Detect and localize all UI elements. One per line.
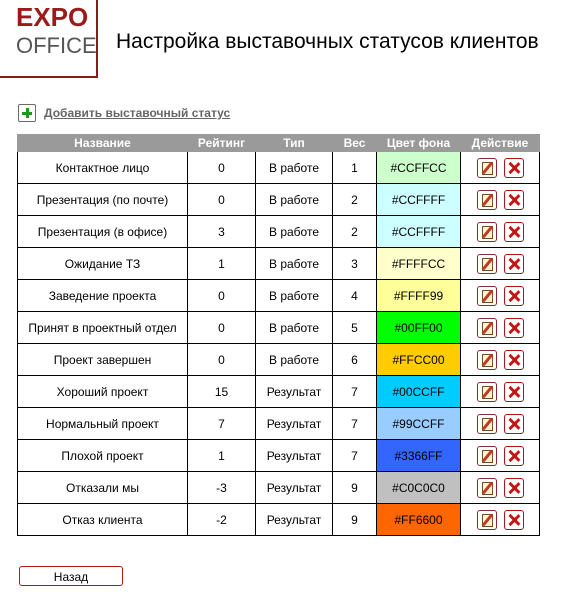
cell-type: Результат [256,376,333,408]
delete-icon[interactable] [504,414,524,434]
add-status-label: Добавить выставочный статус [44,106,231,120]
cell-actions [461,248,540,280]
edit-icon[interactable] [477,350,497,370]
cell-type: В работе [256,248,333,280]
add-status-link[interactable] [18,104,230,122]
cell-type: Результат [256,472,333,504]
cell-background-color: #3366FF [377,440,461,472]
cell-background-color: #C0C0C0 [377,472,461,504]
cell-weight: 9 [333,504,377,536]
cell-type: Результат [256,504,333,536]
cell-weight: 1 [333,152,377,184]
cell-background-color: #00CCFF [377,376,461,408]
logo-text-office: OFFICE [16,33,97,58]
edit-icon[interactable] [477,158,497,178]
cell-type: В работе [256,152,333,184]
cell-rating: 7 [188,408,256,440]
cell-name: Отказ клиента [18,504,188,536]
table-header-row [18,135,540,152]
cell-rating: 15 [188,376,256,408]
status-table [17,134,540,536]
cell-weight: 7 [333,376,377,408]
table-row [18,440,540,472]
delete-icon[interactable] [504,382,524,402]
cell-background-color: #FFCC00 [377,344,461,376]
cell-type: В работе [256,184,333,216]
cell-rating: 1 [188,248,256,280]
cell-actions [461,280,540,312]
delete-icon[interactable] [504,222,524,242]
cell-actions [461,152,540,184]
table-row [18,248,540,280]
cell-name: Презентация (по почте) [18,184,188,216]
table-row [18,216,540,248]
cell-weight: 5 [333,312,377,344]
cell-weight: 7 [333,408,377,440]
cell-name: Проект завершен [18,344,188,376]
table-row [18,408,540,440]
table-row [18,376,540,408]
cell-background-color: #00FF00 [377,312,461,344]
table-row [18,280,540,312]
cell-name: Нормальный проект [18,408,188,440]
delete-icon[interactable] [504,286,524,306]
cell-weight: 6 [333,344,377,376]
edit-icon[interactable] [477,222,497,242]
cell-weight: 7 [333,440,377,472]
cell-rating: 0 [188,152,256,184]
column-header-background-color: Цвет фона [377,135,461,152]
cell-actions [461,376,540,408]
delete-icon[interactable] [504,158,524,178]
cell-weight: 4 [333,280,377,312]
cell-actions [461,408,540,440]
cell-background-color: #99CCFF [377,408,461,440]
edit-icon[interactable] [477,414,497,434]
edit-icon[interactable] [477,254,497,274]
cell-type: В работе [256,312,333,344]
delete-icon[interactable] [504,446,524,466]
table-row [18,472,540,504]
page-title: Настройка выставочных статусов клиентов [116,30,539,53]
cell-name: Хороший проект [18,376,188,408]
table-row [18,312,540,344]
delete-icon[interactable] [504,478,524,498]
edit-icon[interactable] [477,382,497,402]
table-row [18,152,540,184]
column-header-rating: Рейтинг [188,135,256,152]
cell-actions [461,184,540,216]
cell-name: Отказали мы [18,472,188,504]
edit-icon[interactable] [477,190,497,210]
delete-icon[interactable] [504,350,524,370]
cell-rating: 0 [188,344,256,376]
delete-icon[interactable] [504,190,524,210]
cell-type: Результат [256,408,333,440]
delete-icon[interactable] [504,318,524,338]
plus-icon [18,104,36,122]
cell-rating: -3 [188,472,256,504]
cell-background-color: #FF6600 [377,504,461,536]
edit-icon[interactable] [477,510,497,530]
cell-rating: 0 [188,184,256,216]
table-row [18,184,540,216]
cell-rating: 0 [188,280,256,312]
cell-type: В работе [256,216,333,248]
column-header-action: Действие [461,135,540,152]
cell-weight: 2 [333,184,377,216]
cell-type: В работе [256,280,333,312]
column-header-type: Тип [256,135,333,152]
cell-background-color: #CCFFCC [377,152,461,184]
edit-icon[interactable] [477,446,497,466]
cell-background-color: #FFFF99 [377,280,461,312]
cell-background-color: #CCFFFF [377,216,461,248]
cell-background-color: #CCFFFF [377,184,461,216]
cell-weight: 9 [333,472,377,504]
column-header-name: Название [18,135,188,152]
delete-icon[interactable] [504,510,524,530]
edit-icon[interactable] [477,286,497,306]
cell-name: Контактное лицо [18,152,188,184]
back-button[interactable]: Назад [19,566,123,586]
delete-icon[interactable] [504,254,524,274]
table-row [18,504,540,536]
edit-icon[interactable] [477,478,497,498]
cell-name: Заведение проекта [18,280,188,312]
cell-rating: 1 [188,440,256,472]
cell-name: Ожидание ТЗ [18,248,188,280]
cell-type: Результат [256,440,333,472]
cell-actions [461,504,540,536]
edit-icon[interactable] [477,318,497,338]
cell-background-color: #FFFFCC [377,248,461,280]
table-row [18,344,540,376]
cell-weight: 3 [333,248,377,280]
cell-name: Плохой проект [18,440,188,472]
cell-name: Презентация (в офисе) [18,216,188,248]
cell-actions [461,216,540,248]
cell-actions [461,472,540,504]
cell-type: В работе [256,344,333,376]
cell-rating: -2 [188,504,256,536]
column-header-weight: Вес [333,135,377,152]
cell-name: Принят в проектный отдел [18,312,188,344]
logo-text-expo: EXPO [16,2,89,32]
cell-actions [461,440,540,472]
logo [0,0,98,78]
cell-rating: 0 [188,312,256,344]
cell-actions [461,312,540,344]
cell-actions [461,344,540,376]
cell-rating: 3 [188,216,256,248]
cell-weight: 2 [333,216,377,248]
